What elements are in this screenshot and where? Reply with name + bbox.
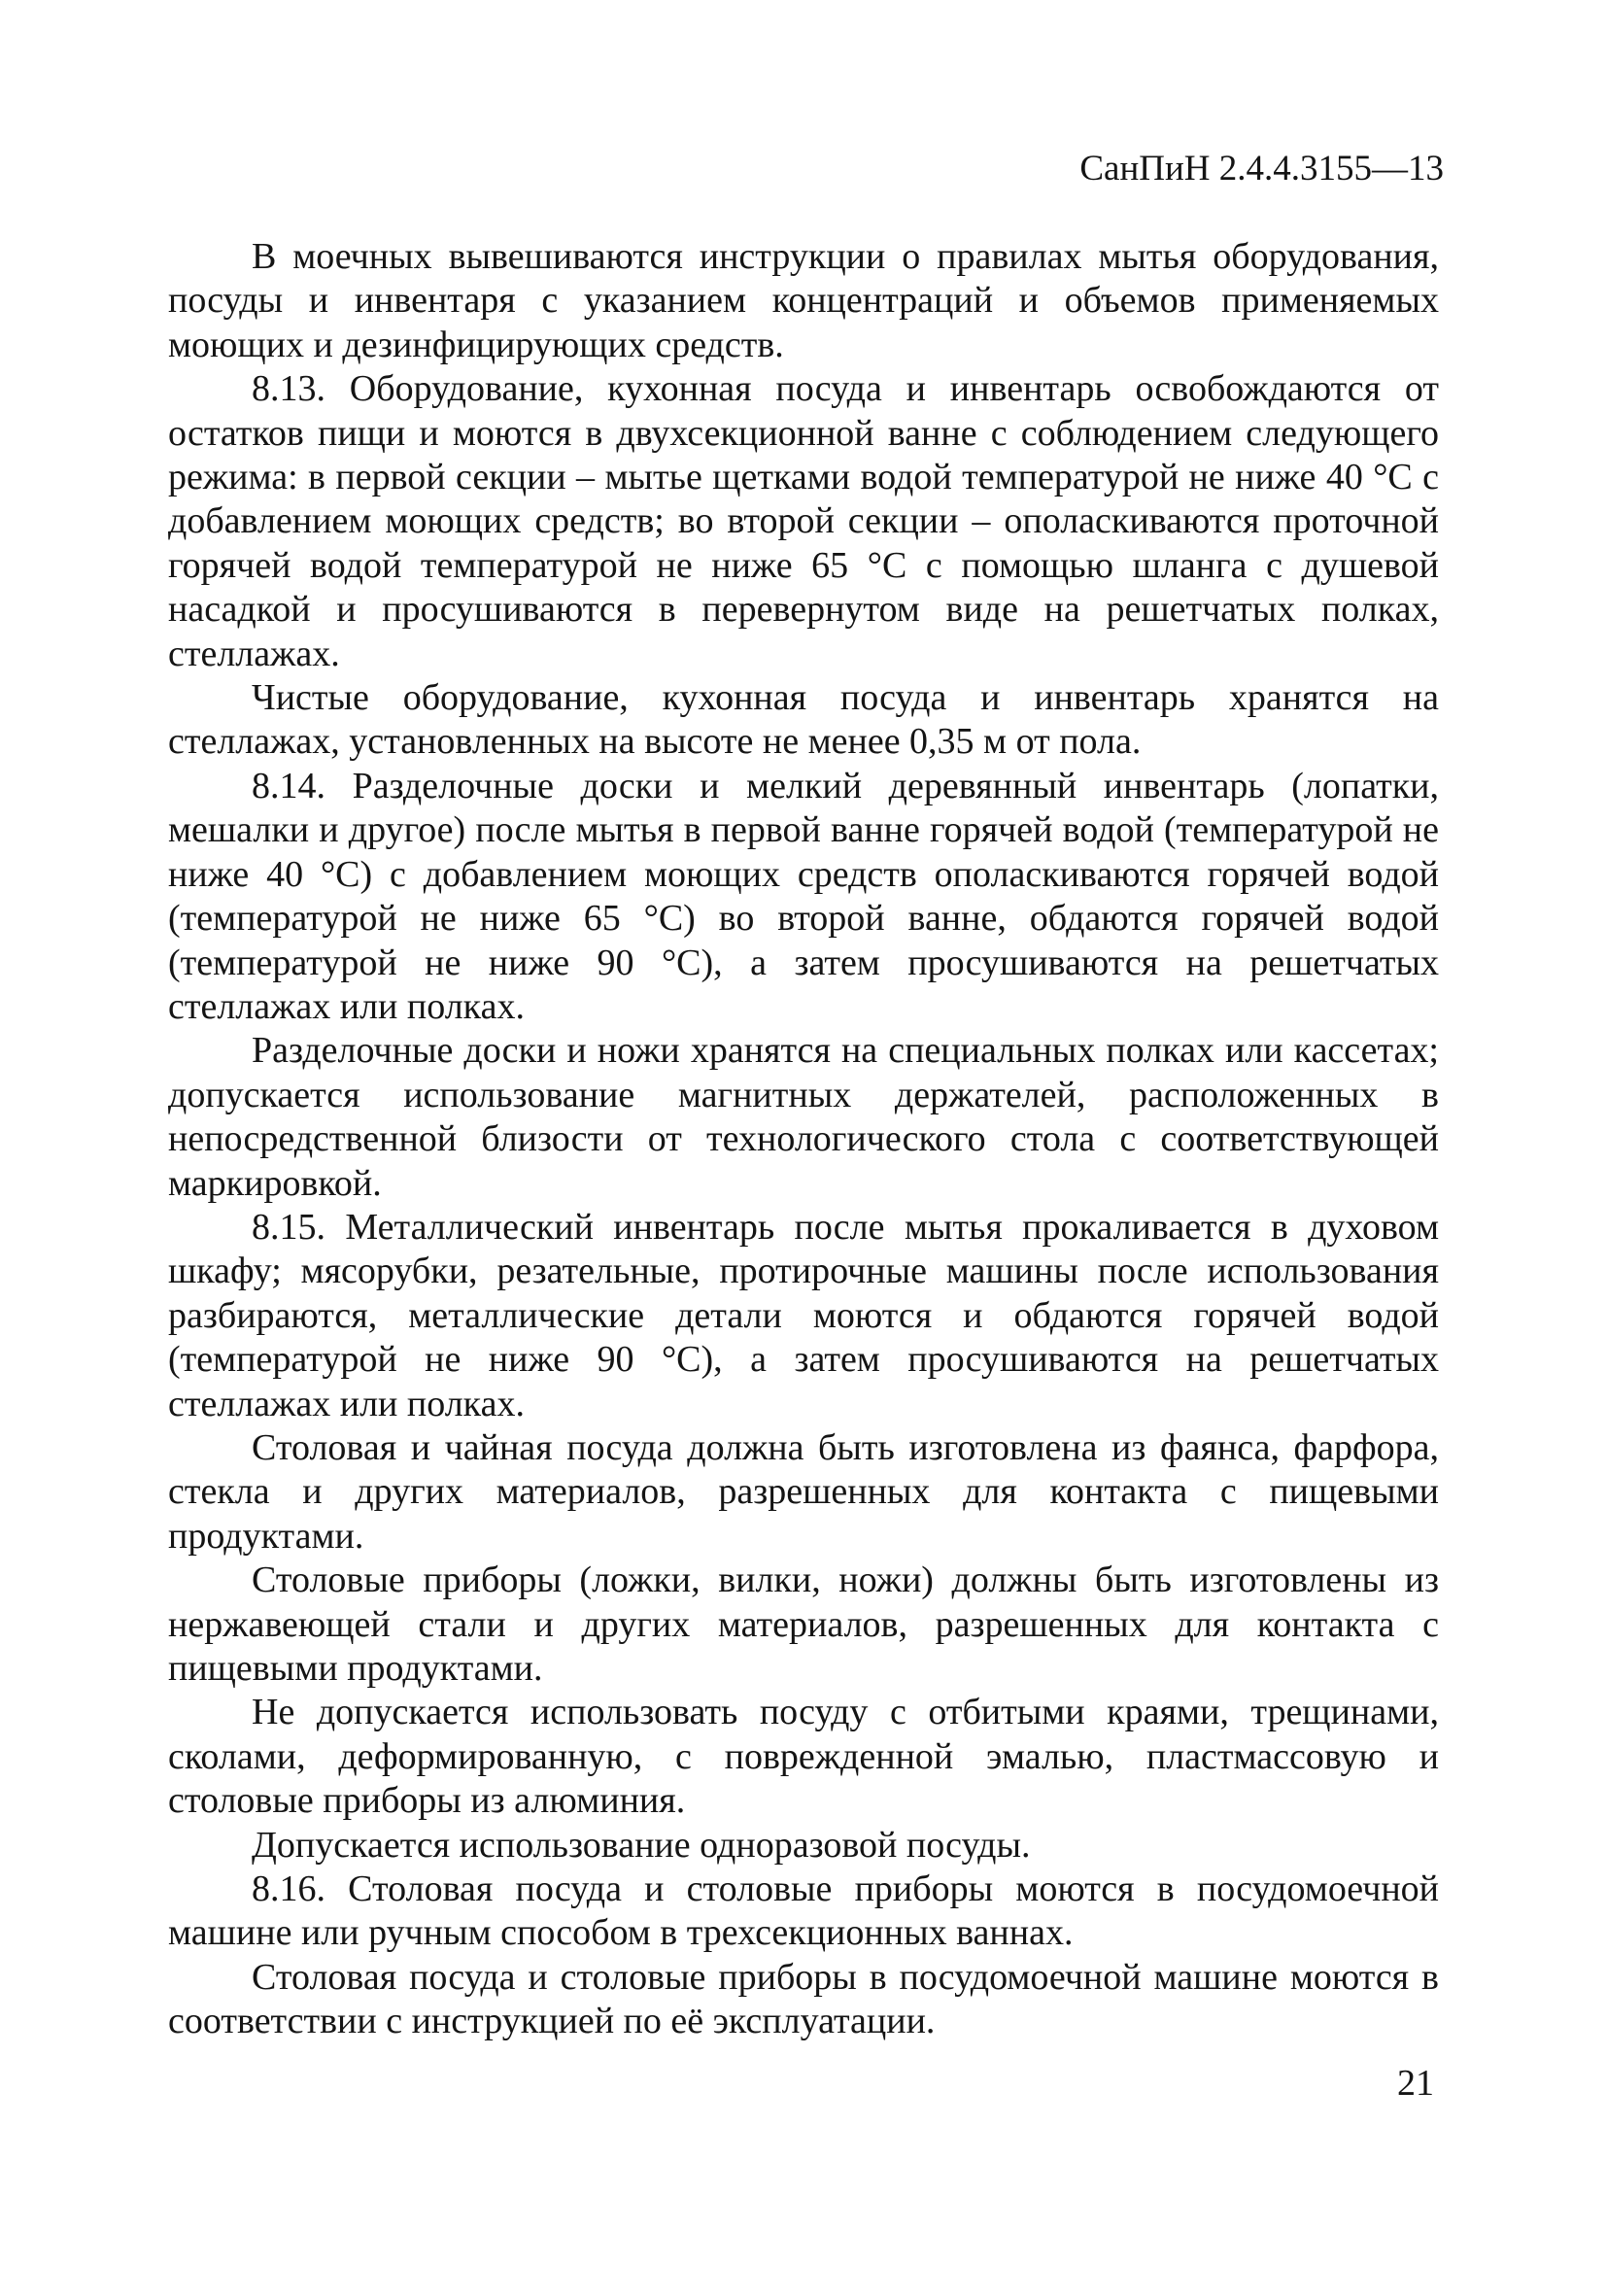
- paragraph-washing-instructions: В моечных вывешиваются инструкции о правилах мытья оборудования, посуды и инвентаря с указанием концентраций и объемов применяемых моющих и дезинфицирующих средств.: [168, 236, 1439, 365]
- document-code-header: СанПиН 2.4.4.3155—13: [1079, 149, 1444, 188]
- paragraph-8-16: 8.16. Столовая посуда и столовые приборы моются в посудомоечной машине или ручным способом в трехсекционных ваннах.: [168, 1868, 1439, 1954]
- document-body: [168, 235, 1439, 2044]
- paragraph-tableware-materials: Столовая и чайная посуда должна быть изготовлена из фаянса, фарфора, стекла и других материалов, разрешенных для контакта с пищевыми продуктами.: [168, 1426, 1439, 1557]
- paragraph-prohibited-dishes: Не допускается использовать посуду с отбитыми краями, трещинами, сколами, деформированную, с поврежденной эмалью, пластмассовую и столовые приборы из алюминия.: [168, 1692, 1439, 1822]
- paragraph-8-14: 8.14. Разделочные доски и мелкий деревянный инвентарь (лопатки, мешалки и другое) после мытья в первой ванне горячей водой (температурой не ниже 40 °С) с добавлением моющих средств ополаскиваются горячей водой (температурой не ниже 65 °С) во второй ванне, обдаются горячей водой (температурой не ниже 90 °С), а затем просушиваются на решетчатых стеллажах или полках.: [168, 765, 1439, 1027]
- paragraph-disposable-dishes: Допускается использование одноразовой посуды.: [252, 1824, 1031, 1866]
- paragraph-cutlery-materials: Столовые приборы (ложки, вилки, ножи) должны быть изготовлены из нержавеющей стали и других материалов, разрешенных для контакта с пищевыми продуктами.: [168, 1559, 1439, 1689]
- paragraph-8-15: 8.15. Металлический инвентарь после мытья прокаливается в духовом шкафу; мясорубки, резательные, протирочные машины после использования разбираются, металлические детали моются и обдаются горячей водой (температурой не ниже 90 °С), а затем просушиваются на решетчатых стеллажах или полках.: [168, 1206, 1439, 1424]
- page-number: 21: [1397, 2063, 1434, 2104]
- paragraph-clean-equipment-storage: Чистые оборудование, кухонная посуда и инвентарь хранятся на стеллажах, установленных на высоте не менее 0,35 м от пола.: [168, 677, 1439, 763]
- paragraph-8-13: 8.13. Оборудование, кухонная посуда и инвентарь освобождаются от остатков пищи и моются в двухсекционной ванне с соблюдением следующего режима: в первой секции – мытье щетками водой температурой не ниже 40 °С с добавлением моющих средств; во второй секции – ополаскиваются проточной горячей водой температурой не ниже 65 °С с помощью шланга с душевой насадкой и просушиваются в перевернутом виде на решетчатых полках, стеллажах.: [168, 368, 1439, 674]
- paragraph-dishwasher: Столовая посуда и столовые приборы в посудомоечной машине моются в соответствии с инструкцией по её эксплуатации.: [168, 1956, 1439, 2042]
- paragraph-cutting-boards-storage: Разделочные доски и ножи хранятся на специальных полках или кассетах; допускается использование магнитных держателей, расположенных в непосредственной близости от технологического стола с соответствующей маркировкой.: [168, 1030, 1439, 1204]
